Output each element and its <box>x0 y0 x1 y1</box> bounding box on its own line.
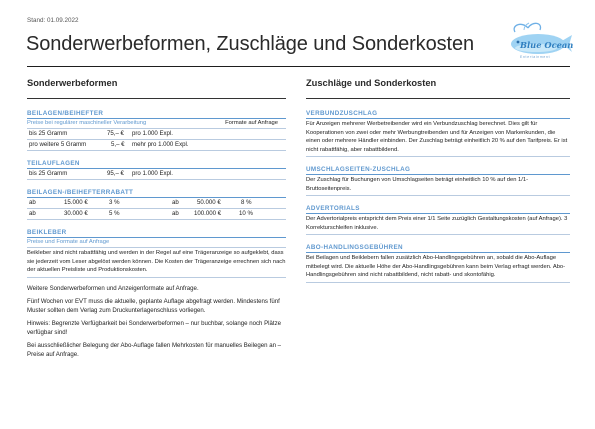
row-unit: pro 1.000 Expl. <box>132 170 173 177</box>
rabatt-ab: ab <box>29 199 36 206</box>
rabatt-value: 50.000 € <box>197 199 221 206</box>
beikleber-subheading: Preise und Formate auf Anfrage <box>27 238 286 248</box>
logo-wordmark: Blue Ocean <box>520 40 574 50</box>
row-price: 5,– € <box>111 141 125 148</box>
umschlagseiten-section <box>306 165 570 196</box>
verbundzuschlag-section <box>306 109 570 157</box>
row-unit: pro 1.000 Expl. <box>132 130 173 137</box>
rabatt-value: 15.000 € <box>64 199 88 206</box>
beilagen-subheading-right: Formate auf Anfrage <box>225 120 278 126</box>
table-row <box>27 169 286 180</box>
section-heading: ADVERTORIALS <box>306 204 570 214</box>
section-text: Bei Beilagen und Beiklebern fallen zusätzlich Abo-Handlingsgebühren an, sobald die Abo-Auflage mitbelegt wird. Die aktuelle Höhe der Abo-Handlingsgebühren kann beim Verlag erfragt werden. Abo-Handlingsgebühren sind nicht rabattbildend, nicht rabatt- und skontofähig. <box>306 253 570 283</box>
notes <box>27 285 286 360</box>
note-paragraph: Weitere Sonderwerbeformen und Anzeigenformate auf Anfrage. <box>27 284 199 292</box>
rabatt-value: 100.000 € <box>194 210 222 217</box>
rabatt-ab: ab <box>172 210 179 217</box>
rabatt-ab: ab <box>172 199 179 206</box>
table-row <box>27 198 286 209</box>
note-paragraph: Hinweis: Begrenzte Verfügbarkeit bei Sonderwerbeformen – nur buchbar, solange noch Plätze verfügbar sind! <box>27 320 282 336</box>
section-text: Für Anzeigen mehrerer Werbetreibender wird ein Verbundzuschlag berechnet. Dies gilt für Kooperationen von zwei oder mehr Werbungtreibenden und für Anzeigen von Markenkunden, die einen oder mehrere Händler einbinden. Der Zuschlag beträgt einheitlich 20 % auf den Tarifpreis. Er ist nicht rabattfähig, aber rabattbildend. <box>306 119 570 157</box>
beilagen-heading: BEILAGEN/BEIHEFTER <box>27 109 286 119</box>
advertorials-section <box>306 204 570 235</box>
section-heading: UMSCHLAGSEITEN-ZUSCHLAG <box>306 165 570 175</box>
rabatt-heading: BEILAGEN-/BEIHEFTERRABATT <box>27 188 286 198</box>
page-title: Sonderwerbeformen, Zuschläge und Sonderkosten <box>26 33 475 55</box>
table-row <box>27 129 286 140</box>
row-label: bis 25 Gramm <box>29 130 68 137</box>
stand-date: Stand: 01.09.2022 <box>27 17 79 24</box>
logo-subline: Entertainment <box>520 55 551 59</box>
right-column <box>306 78 570 283</box>
row-unit: mehr pro 1.000 Expl. <box>132 141 189 148</box>
section-text: Der Advertorialpreis entspricht dem Preis einer 1/1 Seite zuzüglich Gestaltungskosten (auf Anfrage). 3 Korrekturschleifen inklusive. <box>306 214 570 235</box>
beilagen-subheading <box>27 119 286 129</box>
row-price: 95,– € <box>107 170 124 177</box>
section-heading: VERBUNDZUSCHLAG <box>306 109 570 119</box>
header-rule <box>27 66 570 67</box>
abo-handling-section <box>306 243 570 283</box>
table-row <box>27 140 286 151</box>
beikleber-section <box>27 228 286 278</box>
row-price: 75,– € <box>107 130 124 137</box>
teilauflagen-section <box>27 159 286 180</box>
rabatt-percent: 5 % <box>109 210 120 217</box>
beikleber-text: Beikleber sind nicht rabattfähig und werden in der Regel auf eine Trägeranzeige so aufgeklebt, dass sie jederzeit vom Leser abgelöst werden können. Die Kosten der Trägeranzeige errechnen sich nach der aktuellen Preisliste und Produktionskosten. <box>27 248 286 278</box>
section-text: Der Zuschlag für Buchungen von Umschlagseiten beträgt einheitlich 10 % auf den 1/1-Bruttoseitenpreis. <box>306 175 570 196</box>
rabatt-percent: 3 % <box>109 199 120 206</box>
rabatt-ab: ab <box>29 210 36 217</box>
left-column <box>27 78 286 360</box>
beilagen-section <box>27 109 286 151</box>
beikleber-heading: BEIKLEBER <box>27 228 286 238</box>
right-heading: Zuschläge und Sonderkosten <box>306 78 570 99</box>
section-heading: ABO-HANDLINGSGEBÜHREN <box>306 243 570 253</box>
teilauflagen-heading: TEILAUFLAGEN <box>27 159 286 169</box>
rabatt-percent: 8 % <box>241 199 252 206</box>
rabatt-section <box>27 188 286 220</box>
table-row <box>27 209 286 220</box>
note-paragraph: Bei ausschließlicher Belegung der Abo-Auflage fallen Mehrkosten für manuelles Beilegen an – Preise auf Anfrage. <box>27 342 282 359</box>
rabatt-value: 30.000 € <box>64 210 88 217</box>
row-label: bis 25 Gramm <box>29 170 68 177</box>
rabatt-percent: 10 % <box>239 210 253 217</box>
left-heading: Sonderwerbeformen <box>27 78 286 99</box>
note-paragraph: Fünf Wochen vor EVT muss die aktuelle, geplante Auflage abgefragt werden. Mindestens fünf Muster sollten dem Verlag zum Druckunterlagenschluss vorliegen. <box>27 298 280 314</box>
row-label: pro weitere 5 Gramm <box>29 141 87 148</box>
beilagen-subheading-left: Preise bei regulärer maschineller Verarbeitung <box>27 120 147 126</box>
